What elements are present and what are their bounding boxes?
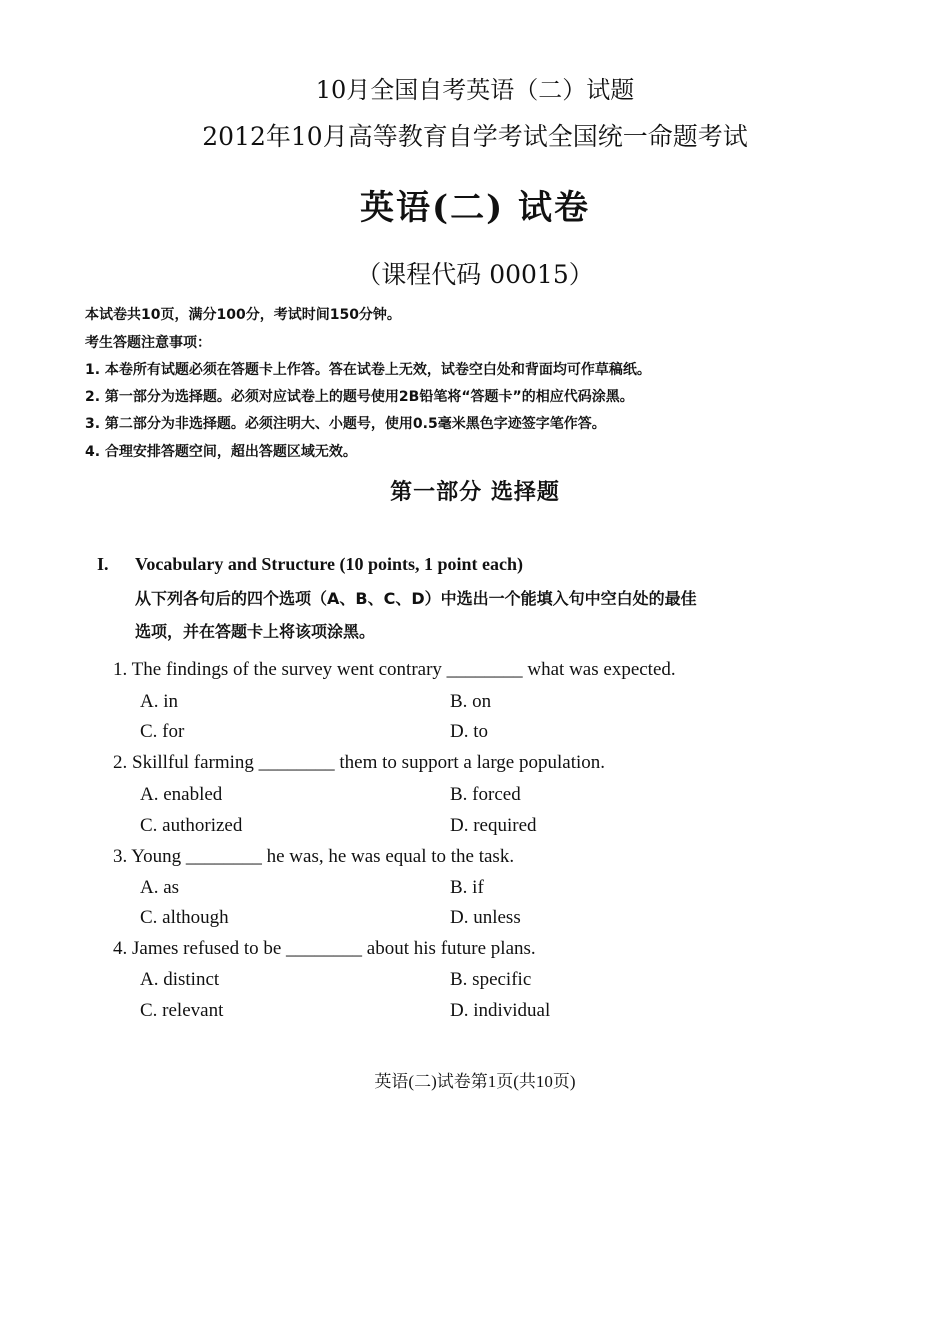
option-d: D. required: [450, 815, 537, 836]
option-d: D. unless: [450, 907, 521, 928]
option-c: C. relevant: [140, 1000, 224, 1021]
option-a: A. distinct: [140, 969, 220, 990]
option-a: A. as: [140, 877, 180, 898]
option-b: B. specific: [450, 969, 532, 990]
exam-summary: 本试卷共10页，满分100分，考试时间150分钟。: [85, 307, 401, 323]
option-a: A. enabled: [140, 784, 223, 805]
option-a: A. in: [140, 691, 178, 712]
question-stem: 1. The findings of the survey went contrary ________ what was expected.: [113, 659, 676, 680]
option-d: D. individual: [450, 1000, 551, 1021]
option-d: D. to: [450, 721, 488, 742]
part-instructions: 从下列各句后的四个选项（A、B、C、D）中选出一个能填入句中空白处的最佳: [135, 589, 697, 608]
question-stem: 4. James refused to be ________ about his future plans.: [113, 938, 536, 959]
paper-title: 英语(二) 试卷: [359, 188, 590, 228]
option-b: B. on: [450, 691, 492, 712]
notes-heading: 考生答题注意事项：: [85, 335, 211, 351]
exam-title: 2012年10月高等教育自学考试全国统一命题考试: [202, 122, 748, 151]
part-title: Vocabulary and Structure (10 points, 1 point each): [135, 554, 524, 574]
option-c: C. although: [140, 907, 229, 928]
note-item: 1. 本卷所有试题必须在答题卡上作答。答在试卷上无效，试卷空白处和背面均可作草稿纸。: [85, 362, 651, 378]
note-item: 3. 第二部分为非选择题。必须注明大、小题号，使用0.5毫米黑色字迹签字笔作答。: [85, 416, 606, 432]
option-c: C. for: [140, 721, 185, 742]
note-item: 2. 第一部分为选择题。必须对应试卷上的题号使用2B铅笔将“答题卡”的相应代码涂黑。: [85, 389, 634, 405]
part-instructions: 选项，并在答题卡上将该项涂黑。: [135, 622, 376, 641]
question-stem: 3. Young ________ he was, he was equal to the task.: [113, 846, 515, 867]
question-stem: 2. Skillful farming ________ them to support a large population.: [113, 752, 606, 773]
section-title: 第一部分 选择题: [390, 480, 560, 505]
note-item: 4. 合理安排答题空间，超出答题区域无效。: [85, 444, 357, 460]
option-b: B. if: [450, 877, 484, 898]
course-code: （课程代码 00015）: [356, 260, 594, 289]
page-footer: 英语(二)试卷第1页(共10页): [374, 1072, 576, 1091]
option-b: B. forced: [450, 784, 521, 805]
option-c: C. authorized: [140, 815, 243, 836]
document-title: 10月全国自考英语（二）试题: [315, 76, 635, 104]
part-number: I.: [97, 554, 109, 574]
